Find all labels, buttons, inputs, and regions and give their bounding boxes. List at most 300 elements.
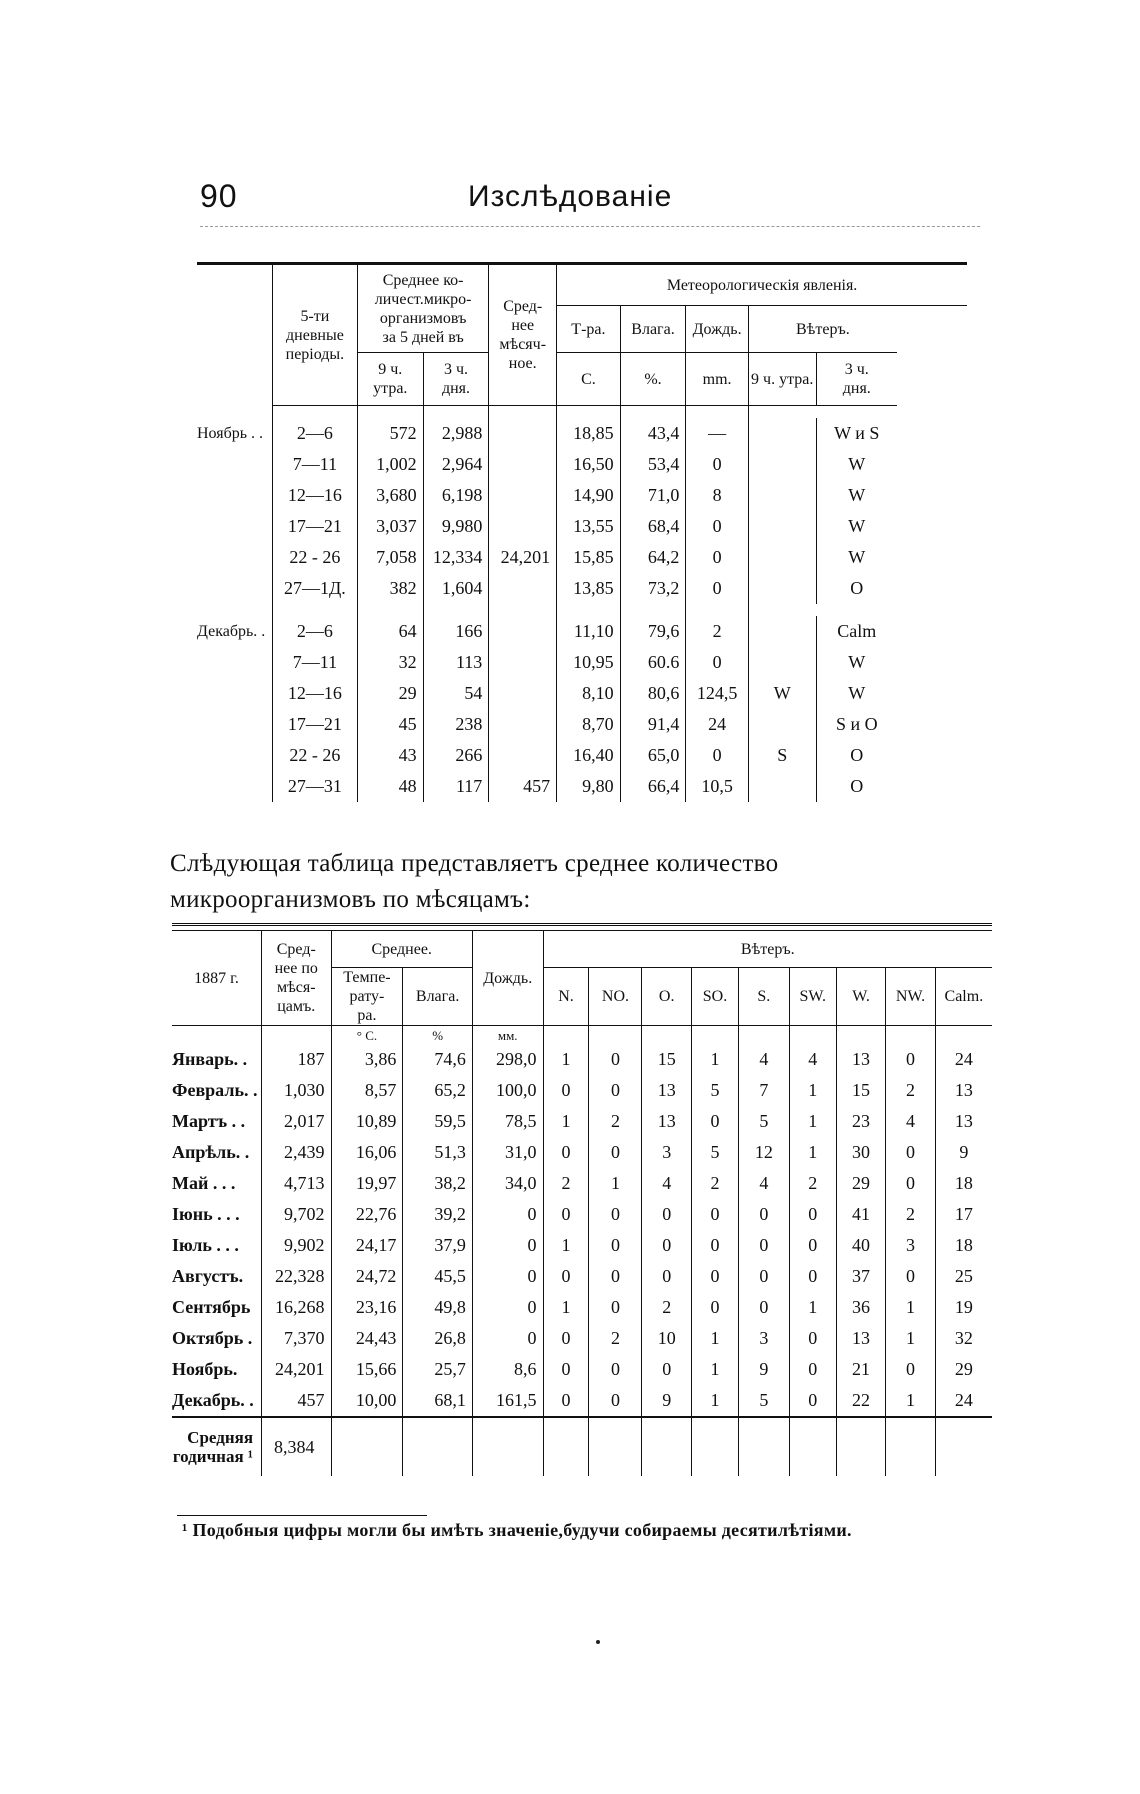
wind-dir-header: S.: [739, 968, 790, 1026]
wind-count-cell: 41: [836, 1199, 885, 1230]
period-header-l1: 5-ти: [300, 307, 330, 325]
page-number: 90: [200, 178, 238, 214]
wind-count-cell: 1: [789, 1075, 836, 1106]
temp2-l1: Темпе-: [343, 969, 391, 986]
monthly-blank: [489, 511, 557, 542]
running-title: Изслѣдованіе: [468, 180, 673, 213]
units-blank: [886, 1026, 935, 1045]
morning-header: [357, 353, 423, 406]
table-row: [172, 1137, 992, 1168]
avg-micro-l1: Среднее ко-: [382, 271, 464, 289]
temp-cell: 13,55: [557, 511, 621, 542]
period-cell: 2—6: [272, 616, 357, 647]
table2-body: [172, 1026, 992, 1477]
wind-count-cell: 4: [789, 1044, 836, 1075]
humid-cell: 80,6: [620, 678, 686, 709]
spacer-cell: [557, 406, 621, 419]
annual-blank: [472, 1417, 543, 1476]
monthly-l1: Сред-: [503, 298, 543, 315]
wind-day-l2: дня.: [842, 380, 871, 397]
monthly-value: 457: [489, 771, 557, 802]
rain-cell: 124,5: [686, 678, 748, 709]
table-row: [197, 740, 967, 771]
day-count: 9,980: [423, 511, 489, 542]
wind-day-cell: O: [816, 740, 897, 771]
wind-day-cell: O: [816, 573, 897, 604]
wind-dir-header: SO.: [691, 968, 738, 1026]
wind-count-cell: 0: [589, 1354, 642, 1385]
avg-cell: 4,713: [262, 1168, 332, 1199]
monthly-l2: нее: [511, 317, 535, 334]
rain-cell: 34,0: [472, 1168, 543, 1199]
wind-dir-header: O.: [642, 968, 691, 1026]
day-header: [423, 353, 489, 406]
rain-cell: 0: [472, 1199, 543, 1230]
temp-cell: 9,80: [557, 771, 621, 802]
annual-blank: [642, 1417, 691, 1476]
month-label: Декабрь. .: [197, 622, 266, 640]
month-label: Апрѣль. .: [172, 1142, 250, 1162]
rain-cell: 0: [686, 740, 748, 771]
rain-cell: 161,5: [472, 1385, 543, 1417]
monthly-table-wrapper: [172, 923, 992, 1476]
month-blank: [197, 709, 272, 740]
wind-count-cell: 1: [543, 1292, 589, 1323]
morning-count: 43: [357, 740, 423, 771]
rain-cell: 0: [686, 511, 748, 542]
rain-cell: 0: [686, 449, 748, 480]
units-blank: [262, 1026, 332, 1045]
rain-cell: 0: [472, 1292, 543, 1323]
spacer-cell: [620, 406, 686, 419]
morning-count: 32: [357, 647, 423, 678]
wind-count-cell: 13: [836, 1323, 885, 1354]
wind-dir-header: Calm.: [935, 968, 992, 1026]
rain-header: Дождь.: [686, 306, 748, 353]
wind-day-cell: O: [816, 771, 897, 802]
wind-count-cell: 0: [589, 1230, 642, 1261]
wind-count-cell: 0: [739, 1199, 790, 1230]
table-row: [172, 1075, 992, 1106]
table2-top-rule: [172, 923, 992, 931]
day-count: 6,198: [423, 480, 489, 511]
units-blank: [543, 1026, 589, 1045]
month-blank: [197, 573, 272, 604]
rain-cell: 0: [686, 542, 748, 573]
wind-count-cell: 29: [836, 1168, 885, 1199]
wind-count-cell: 18: [935, 1168, 992, 1199]
humid-cell: 39,2: [403, 1199, 473, 1230]
wind-count-cell: 25: [935, 1261, 992, 1292]
wind-count-cell: 29: [935, 1354, 992, 1385]
morning-count: 64: [357, 616, 423, 647]
wind-count-cell: 1: [691, 1354, 738, 1385]
temp-cell: 24,17: [331, 1230, 403, 1261]
month-label: Январь. .: [172, 1049, 248, 1069]
wind-count-cell: 19: [935, 1292, 992, 1323]
spacer-cell: [748, 406, 816, 419]
wind-count-cell: 5: [691, 1137, 738, 1168]
annual-label-l2: годичная ¹: [172, 1447, 254, 1466]
wind-count-cell: 3: [642, 1137, 691, 1168]
wind-count-cell: 7: [739, 1075, 790, 1106]
humid-cell: 66,4: [620, 771, 686, 802]
monthly-header: [489, 264, 557, 406]
spacer-cell: [489, 406, 557, 419]
wind-count-cell: 9: [935, 1137, 992, 1168]
wind-count-cell: 0: [789, 1261, 836, 1292]
wind-count-cell: 0: [789, 1323, 836, 1354]
table-row: [172, 1106, 992, 1137]
wind-count-cell: 15: [642, 1044, 691, 1075]
monthly-blank: [489, 647, 557, 678]
wind-count-cell: 18: [935, 1230, 992, 1261]
units-blank: [739, 1026, 790, 1045]
table-row: [172, 1199, 992, 1230]
wind-dir-header: NO.: [589, 968, 642, 1026]
wind-count-cell: 10: [642, 1323, 691, 1354]
wind-count-cell: 0: [589, 1075, 642, 1106]
monthly-blank: [489, 740, 557, 771]
avg-cell: 2,017: [262, 1106, 332, 1137]
wind-count-cell: 13: [642, 1106, 691, 1137]
spacer-cell: [620, 604, 686, 616]
temp-cell: 8,57: [331, 1075, 403, 1106]
table-row: [172, 1354, 992, 1385]
table-row: [172, 1323, 992, 1354]
wind-count-cell: 1: [886, 1385, 935, 1417]
monthly-blank: [489, 573, 557, 604]
spacer-cell: [423, 604, 489, 616]
wind-count-cell: 1: [543, 1230, 589, 1261]
footnote: ¹ Подобныя цифры могли бы имѣть значеніе,будучи собираемы десятилѣтіями.: [182, 1520, 852, 1540]
month-blank: [197, 678, 272, 709]
monthly-blank: [489, 480, 557, 511]
wind-day-cell: W: [816, 449, 897, 480]
humid-cell: 68,1: [403, 1385, 473, 1417]
wind-morning-cell: [748, 511, 816, 542]
wind-count-cell: 1: [789, 1106, 836, 1137]
wind-count-cell: 37: [836, 1261, 885, 1292]
temp-cell: 8,70: [557, 709, 621, 740]
monthly-averages-table: [172, 931, 992, 1476]
wind-morning-cell: [748, 647, 816, 678]
wind-day-cell: S и O: [816, 709, 897, 740]
wind-count-cell: 0: [691, 1199, 738, 1230]
month-blank: [197, 542, 272, 573]
wind-count-cell: 1: [886, 1323, 935, 1354]
temp-cell: 13,85: [557, 573, 621, 604]
temp-cell: 8,10: [557, 678, 621, 709]
wind-count-cell: 3: [886, 1230, 935, 1261]
wind-day-cell: W: [816, 480, 897, 511]
wind-count-cell: 4: [739, 1044, 790, 1075]
wind-count-cell: 0: [789, 1385, 836, 1417]
humid-cell: 73,2: [620, 573, 686, 604]
humid-cell: 79,6: [620, 616, 686, 647]
wind-morning-cell: [748, 449, 816, 480]
temp-cell: 16,40: [557, 740, 621, 771]
rain-unit: mm.: [686, 353, 748, 406]
humid-cell: 74,6: [403, 1044, 473, 1075]
morning-count: 3,037: [357, 511, 423, 542]
temp-cell: 22,76: [331, 1199, 403, 1230]
annual-blank: [886, 1417, 935, 1476]
day-l1: 3 ч.: [443, 361, 468, 378]
table-row: [197, 678, 967, 709]
rain-cell: 298,0: [472, 1044, 543, 1075]
rain-cell: 0: [686, 647, 748, 678]
wind-day-cell: W: [816, 511, 897, 542]
avg-month-l4: цамъ.: [277, 998, 316, 1015]
wind-count-cell: 0: [642, 1230, 691, 1261]
wind-count-cell: 2: [886, 1075, 935, 1106]
period-cell: 22 - 26: [272, 740, 357, 771]
wind-count-cell: 1: [789, 1292, 836, 1323]
table-row: [172, 1044, 992, 1075]
wind-day-cell: W: [816, 542, 897, 573]
spacer-cell: [816, 406, 897, 419]
wind-count-cell: 0: [589, 1044, 642, 1075]
wind-count-cell: 24: [935, 1385, 992, 1417]
wind-morning-cell: [748, 771, 816, 802]
day-count: 1,604: [423, 573, 489, 604]
month-label: Мартъ . .: [172, 1111, 246, 1131]
wind-count-cell: 0: [739, 1230, 790, 1261]
humid-unit: %.: [620, 353, 686, 406]
avg-cell: 1,030: [262, 1075, 332, 1106]
wind-count-cell: 23: [836, 1106, 885, 1137]
wind-count-cell: 4: [886, 1106, 935, 1137]
wind-count-cell: 1: [886, 1292, 935, 1323]
annual-blank: [331, 1417, 403, 1476]
wind-count-cell: 3: [739, 1323, 790, 1354]
month-blank: [197, 740, 272, 771]
morning-count: 48: [357, 771, 423, 802]
five-day-periods-table: [197, 262, 967, 802]
wind-day-cell: W: [816, 647, 897, 678]
month-blank: [197, 647, 272, 678]
rain-cell: 0: [472, 1230, 543, 1261]
wind-count-cell: 13: [642, 1075, 691, 1106]
avg-cell: 7,370: [262, 1323, 332, 1354]
wind-count-cell: 13: [836, 1044, 885, 1075]
wind-count-cell: 0: [589, 1261, 642, 1292]
day-count: 117: [423, 771, 489, 802]
monthly-blank: [489, 678, 557, 709]
month-label: Октябрь .: [172, 1328, 253, 1348]
wind-count-cell: 0: [739, 1292, 790, 1323]
units-blank: [172, 1026, 262, 1045]
wind-count-cell: 0: [543, 1075, 589, 1106]
wind-count-cell: 30: [836, 1137, 885, 1168]
units-blank: [935, 1026, 992, 1045]
humid-cell: 37,9: [403, 1230, 473, 1261]
wind-count-cell: 5: [691, 1075, 738, 1106]
rain-cell: 24: [686, 709, 748, 740]
wind-count-cell: 9: [642, 1385, 691, 1417]
day-count: 12,334: [423, 542, 489, 573]
day-count: 113: [423, 647, 489, 678]
morning-l2: утра.: [373, 380, 408, 397]
rain-cell: 2: [686, 616, 748, 647]
temp-cell: 19,97: [331, 1168, 403, 1199]
spacer-cell: [197, 604, 272, 616]
wind-count-cell: 1: [589, 1168, 642, 1199]
month-label: Ноябрь.: [172, 1359, 238, 1379]
annual-blank: [403, 1417, 473, 1476]
wind-count-cell: 0: [789, 1230, 836, 1261]
temp-unit: C.: [557, 353, 621, 406]
humid-cell: 25,7: [403, 1354, 473, 1385]
spacer-cell: [423, 406, 489, 419]
wind-count-cell: 0: [691, 1261, 738, 1292]
day-count: 266: [423, 740, 489, 771]
wind-count-cell: 2: [691, 1168, 738, 1199]
period-cell: 27—1Д.: [272, 573, 357, 604]
month-blank: [197, 511, 272, 542]
wind-dir-header: NW.: [886, 968, 935, 1026]
month-blank: [197, 449, 272, 480]
wind-count-cell: 15: [836, 1075, 885, 1106]
wind-day-cell: W и S: [816, 418, 897, 449]
avg-cell: 22,328: [262, 1261, 332, 1292]
humid-cell: 53,4: [620, 449, 686, 480]
wind-count-cell: 1: [543, 1106, 589, 1137]
wind-count-cell: 4: [642, 1168, 691, 1199]
wind-count-cell: 40: [836, 1230, 885, 1261]
wind-count-cell: 0: [691, 1106, 738, 1137]
table-row: [197, 480, 967, 511]
avg-cell: 9,902: [262, 1230, 332, 1261]
wind-count-cell: 21: [836, 1354, 885, 1385]
wind-count-cell: 0: [642, 1261, 691, 1292]
spacer-row: [197, 406, 967, 419]
wind-count-cell: 0: [886, 1137, 935, 1168]
intro-paragraph: Слѣдующая таблица представляетъ среднее количество микроорганизмовъ по мѣсяцамъ:: [170, 850, 779, 913]
temp-cell: 11,10: [557, 616, 621, 647]
spacer-cell: [816, 604, 897, 616]
avg-month-l3: мѣся-: [276, 979, 316, 996]
units-blank: [836, 1026, 885, 1045]
spacer-cell: [748, 604, 816, 616]
day-count: 2,988: [423, 418, 489, 449]
table-row: [197, 616, 967, 647]
wind-count-cell: 0: [589, 1137, 642, 1168]
wind-count-cell: 22: [836, 1385, 885, 1417]
period-cell: 7—11: [272, 449, 357, 480]
wind-count-cell: 0: [589, 1199, 642, 1230]
annual-blank: [543, 1417, 589, 1476]
wind-count-cell: 5: [739, 1106, 790, 1137]
rain-cell: —: [686, 418, 748, 449]
blank-corner: [197, 264, 272, 406]
units-blank: [642, 1026, 691, 1045]
morning-count: 572: [357, 418, 423, 449]
page-header: [200, 178, 1000, 218]
rain-header-2: Дождь.: [472, 931, 543, 1026]
wind-header-2: Вѣтеръ.: [543, 931, 992, 968]
table-row: [197, 511, 967, 542]
wind-morning-cell: [748, 480, 816, 511]
humid-cell: 59,5: [403, 1106, 473, 1137]
wind-count-cell: 0: [691, 1292, 738, 1323]
annual-value: 8,384: [262, 1417, 332, 1476]
humid-cell: 91,4: [620, 709, 686, 740]
table1-body: [197, 406, 967, 803]
avg-month-l2: нее по: [274, 960, 318, 977]
wind-count-cell: 0: [589, 1385, 642, 1417]
monthly-l3: мѣсяч-: [499, 336, 547, 353]
wind-count-cell: 0: [886, 1044, 935, 1075]
day-l2: дня.: [441, 380, 470, 397]
wind-count-cell: 2: [642, 1292, 691, 1323]
rain-cell: 100,0: [472, 1075, 543, 1106]
wind-count-cell: 0: [543, 1199, 589, 1230]
avg-cell: 9,702: [262, 1199, 332, 1230]
table-row: [197, 771, 967, 802]
day-count: 54: [423, 678, 489, 709]
table-row: [197, 709, 967, 740]
temp-header-2: [331, 968, 403, 1026]
annual-blank: [789, 1417, 836, 1476]
table-row: [197, 542, 967, 573]
wind-count-cell: 32: [935, 1323, 992, 1354]
wind-count-cell: 13: [935, 1075, 992, 1106]
period-cell: 22 - 26: [272, 542, 357, 573]
month-label: Декабрь. .: [172, 1385, 262, 1417]
table-row: [172, 1385, 992, 1417]
avg-micro-l3: организмовъ: [379, 309, 467, 327]
rain-cell: 0: [686, 573, 748, 604]
month-label: Май . . .: [172, 1173, 236, 1193]
period-header: [272, 264, 357, 406]
temp-header: Т-ра.: [557, 306, 621, 353]
period-cell: 12—16: [272, 678, 357, 709]
humid-cell: 65,2: [403, 1075, 473, 1106]
spacer-cell: [686, 406, 748, 419]
wind-count-cell: 0: [589, 1292, 642, 1323]
wind-count-cell: 24: [935, 1044, 992, 1075]
wind-morning-header: 9 ч. утра.: [748, 353, 816, 406]
avg-cell: 24,201: [262, 1354, 332, 1385]
period-cell: 2—6: [272, 418, 357, 449]
wind-day-cell: W: [816, 678, 897, 709]
wind-morning-cell: S: [748, 740, 816, 771]
wind-count-cell: 1: [789, 1137, 836, 1168]
avg-month-header: [262, 931, 332, 1026]
humid-header-2: Влага.: [403, 968, 473, 1026]
temp-cell: 15,66: [331, 1354, 403, 1385]
humid-cell: 49,8: [403, 1292, 473, 1323]
morning-count: 7,058: [357, 542, 423, 573]
wind-count-cell: 0: [642, 1199, 691, 1230]
period-header-l3: періоды.: [285, 345, 345, 363]
stray-dot: [596, 1640, 600, 1644]
morning-count: 3,680: [357, 480, 423, 511]
avg-micro-l2: личест.микро-: [374, 290, 472, 308]
wind-count-cell: 0: [886, 1354, 935, 1385]
humid-unit-2: %: [403, 1026, 473, 1045]
temp-cell: 24,72: [331, 1261, 403, 1292]
month-label: Іюнь . . .: [172, 1204, 240, 1224]
monthly-blank: [489, 616, 557, 647]
avg-micro-l4: за 5 дней въ: [382, 328, 464, 346]
wind-count-cell: 1: [691, 1044, 738, 1075]
month-blank: [197, 480, 272, 511]
meteo-header: Метеорологическія явленія.: [557, 264, 967, 306]
spacer-cell: [357, 406, 423, 419]
